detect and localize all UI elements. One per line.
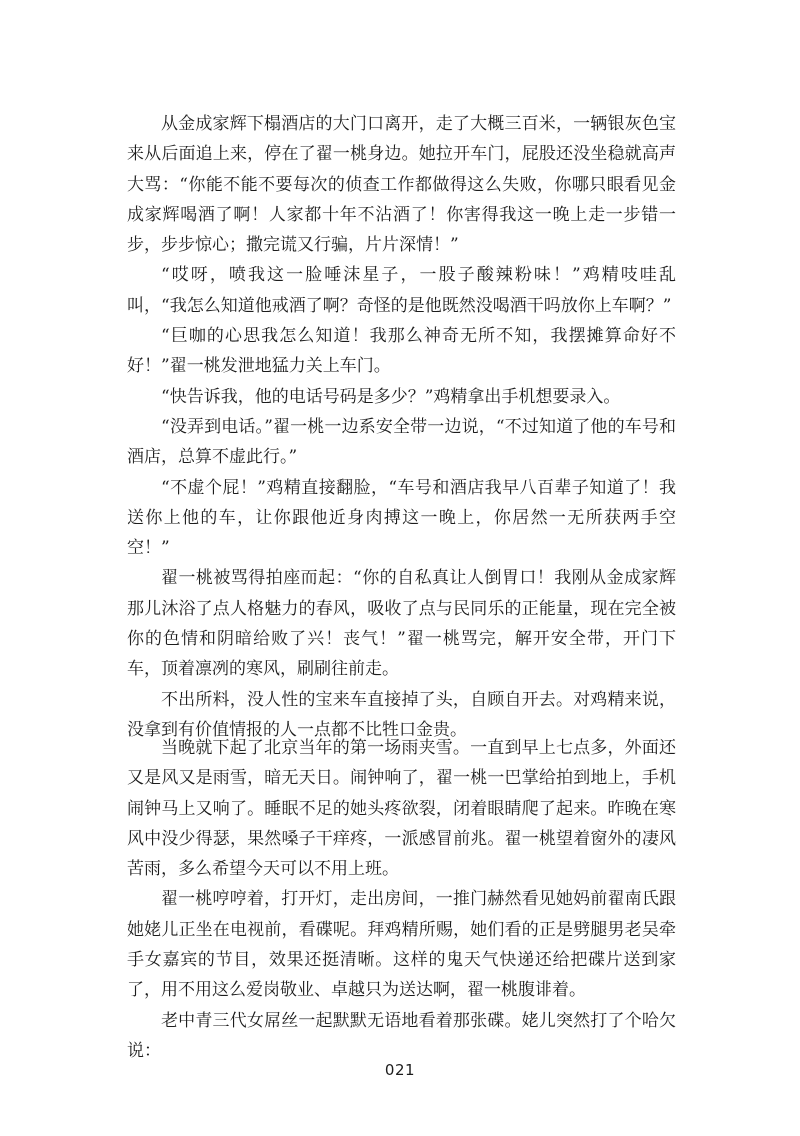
paragraph: “不虚个屁！”鸡精直接翻脸，“车号和酒店我早八百辈子知道了！我送你上他的车，让你跟他近身肉搏这一晚上，你居然一无所获两手空空！”	[127, 477, 676, 559]
paragraph: 当晚就下起了北京当年的第一场雨夹雪。一直到早上七点多，外面还又是风又是雨雪，暗无天日。闹钟响了，翟一桃一巴掌给拍到地上，手机闹钟马上又响了。睡眠不足的她头疼欲裂，闭着眼睛爬了起来。昨晚在寒风中没少得瑟，果然嗓子干痒疼，一派感冒前兆。翟一桃望着窗外的凄风苦雨，多么希望今天可以不用上班。	[127, 738, 676, 880]
paragraph: “没弄到电话。”翟一桃一边系安全带一边说，“不过知道了他的车号和酒店，总算不虚此行。”	[127, 416, 676, 468]
paragraph: “巨咖的心思我怎么知道！我那么神奇无所不知，我摆摊算命好不好！”翟一桃发泄地猛力关上车门。	[127, 326, 676, 377]
paragraph: 从金成家辉下榻酒店的大门口离开，走了大概三百米，一辆银灰色宝来从后面追上来，停在了翟一桃身边。她拉开车门，屁股还没坐稳就高声大骂：“你能不能不要每次的侦查工作都做得这么失败，你哪只眼看见金成家辉喝酒了啊！人家都十年不沾酒了！你害得我这一晚上走一步错一步，步步惊心；撒完谎又行骗，片片深情！”	[127, 114, 676, 256]
paragraph: 翟一桃被骂得拍座而起：“你的自私真让人倒胃口！我刚从金成家辉那儿沐浴了点人格魅力的春风，吸收了点与民同乐的正能量，现在完全被你的色情和阴暗给败了兴！丧气！”翟一桃骂完，解开安全带，开门下车，顶着凛冽的寒风，刷刷往前走。	[127, 568, 676, 680]
text-section-1	[127, 109, 676, 745]
page-number: 021	[384, 1061, 416, 1079]
paragraph: “快告诉我，他的电话号码是多少？”鸡精拿出手机想要录入。	[161, 386, 621, 407]
paragraph: 老中青三代女屌丝一起默默无语地看着那张碟。姥儿突然打了个哈欠说：	[127, 1010, 676, 1061]
paragraph: 不出所料，没人性的宝来车直接掉了头，自顾自开去。对鸡精来说，没拿到有价值情报的人一点都不比牲口金贵。	[127, 689, 676, 740]
text-section-2	[127, 733, 676, 1066]
paragraph: “哎呀，喷我这一脸唾沫星子，一股子酸辣粉味！”鸡精吱哇乱叫，“我怎么知道他戒酒了啊？奇怪的是他既然没喝酒干吗放你上车啊？”	[127, 265, 676, 316]
paragraph: 翟一桃哼哼着，打开灯，走出房间，一推门赫然看见她妈前翟南氏跟她姥儿正坐在电视前，看碟呢。拜鸡精所赐，她们看的正是劈腿男老吴牵手女嘉宾的节目，效果还挺清晰。这样的鬼天气快递还给把碟片送到家了，用不用这么爱岗敬业、卓越只为送达啊，翟一桃腹诽着。	[127, 889, 676, 1001]
